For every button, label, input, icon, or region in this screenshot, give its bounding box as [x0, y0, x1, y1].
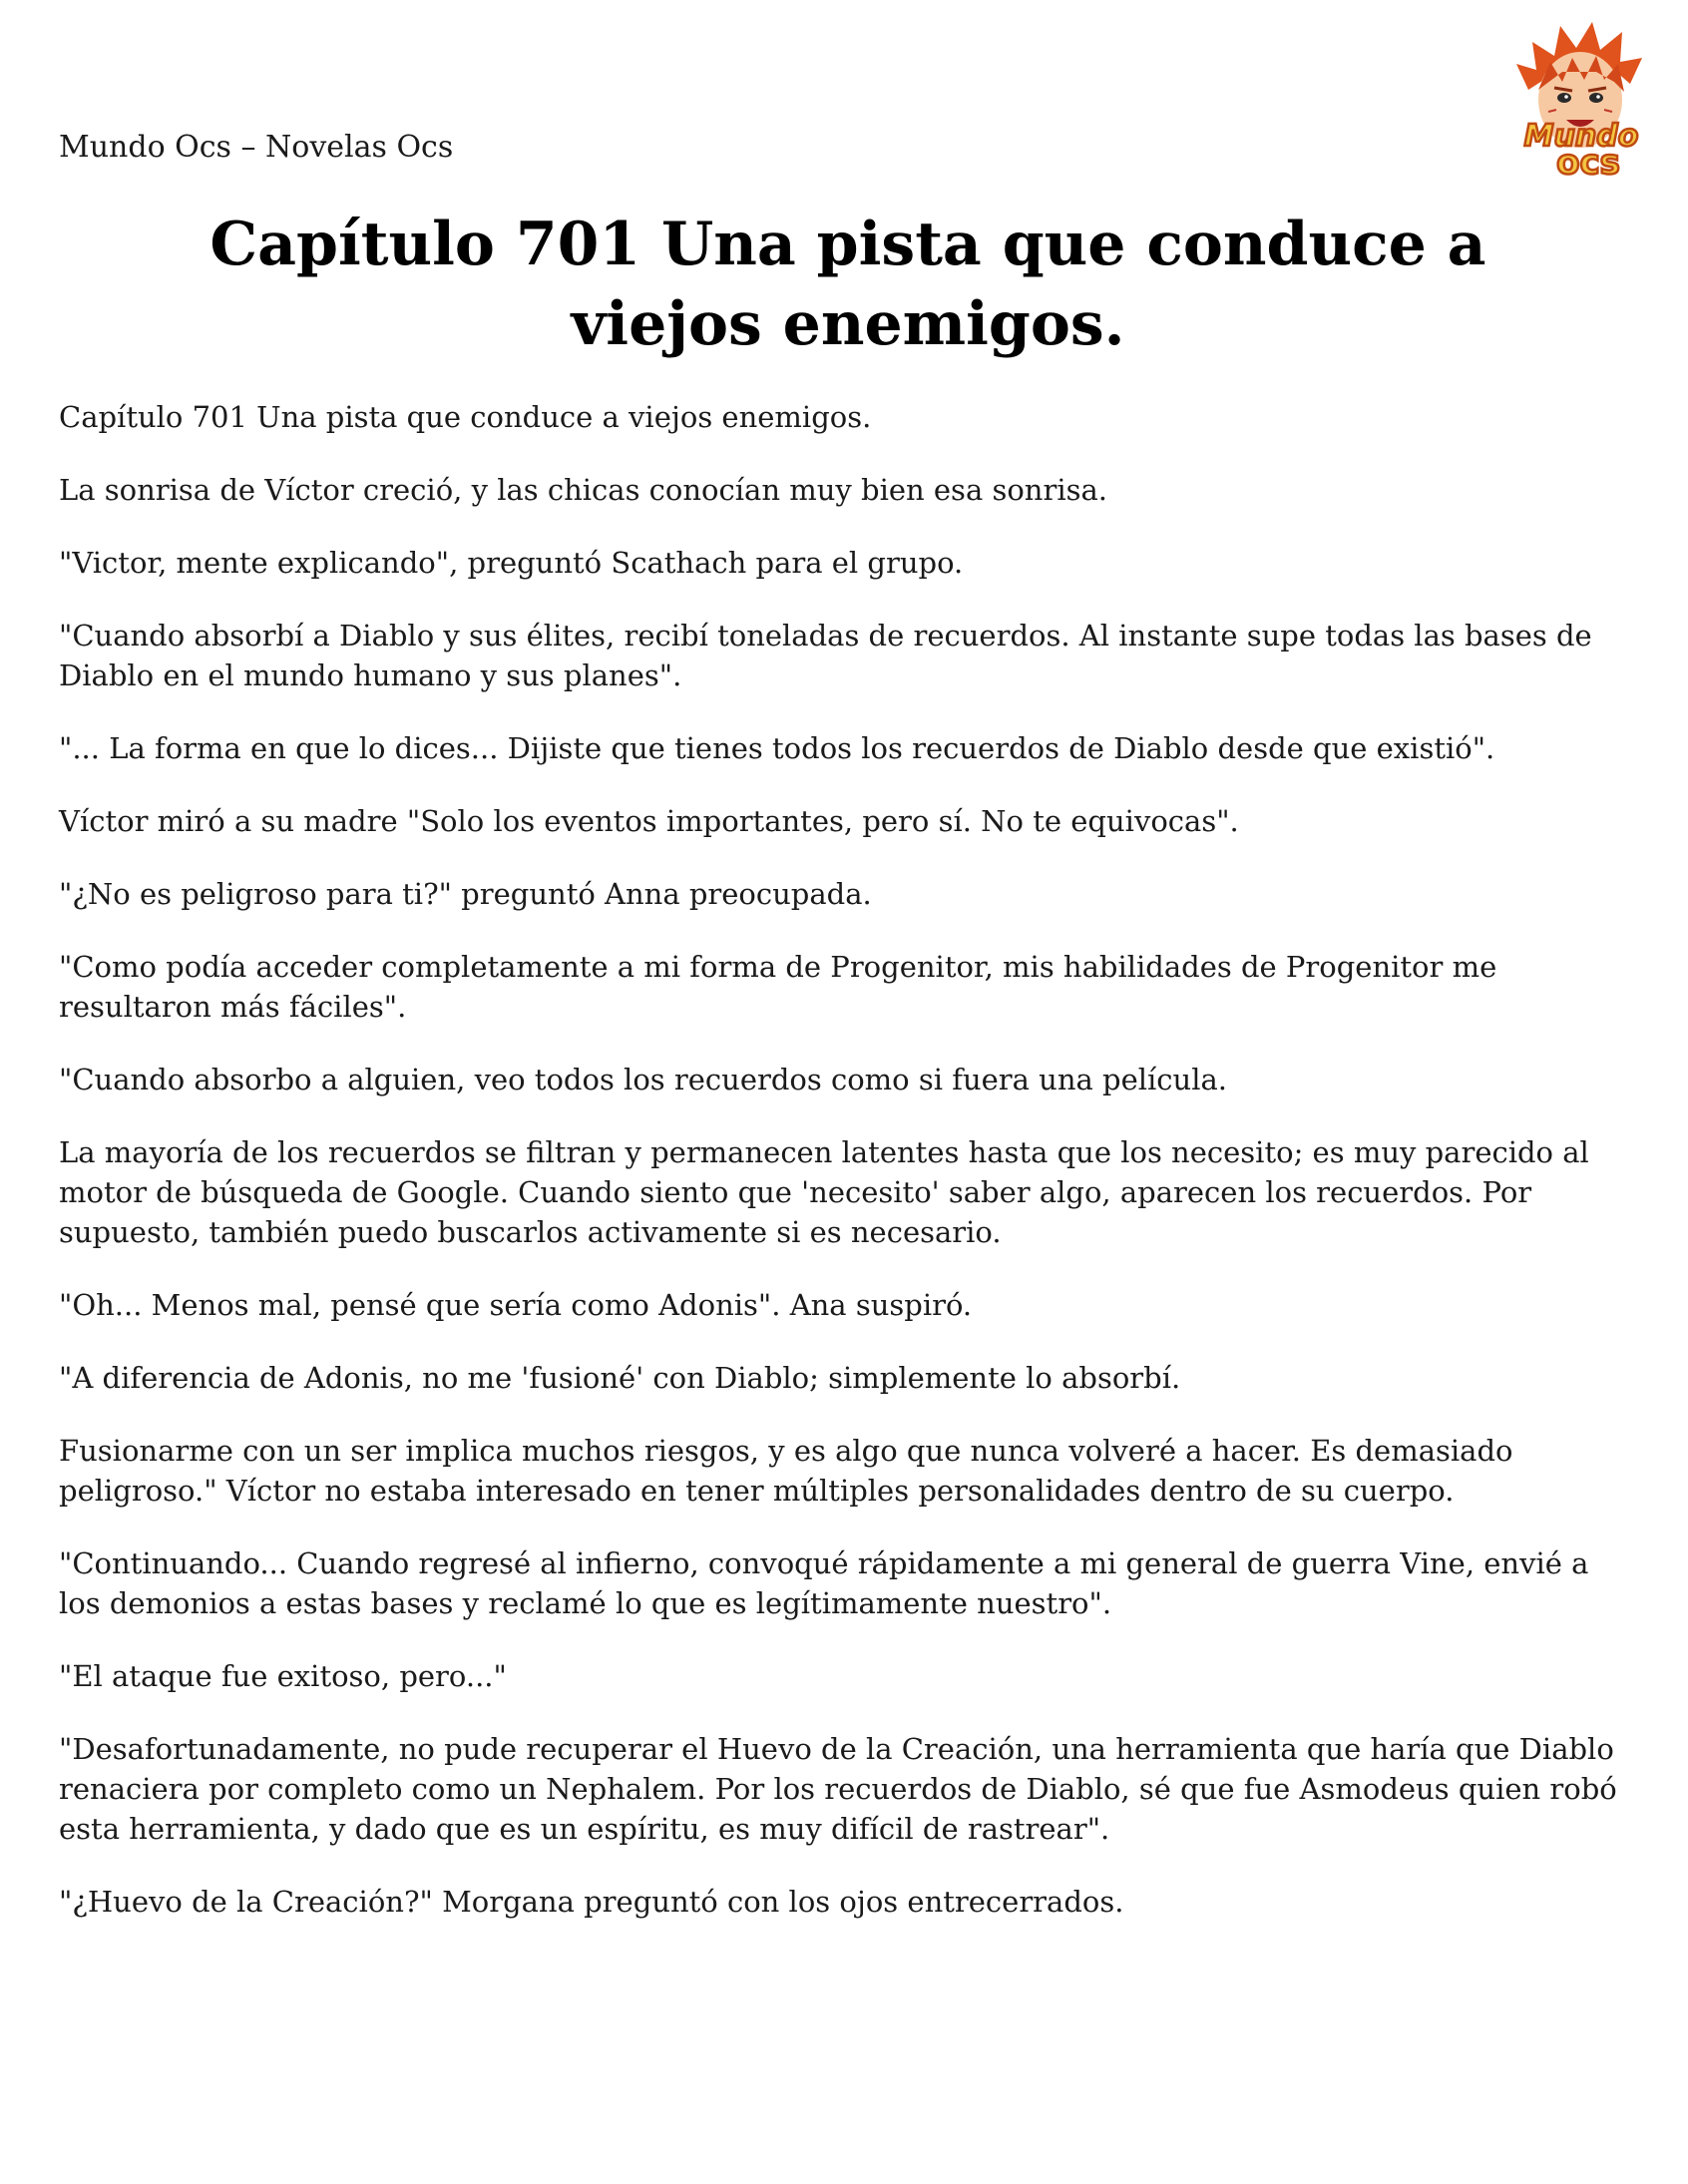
paragraph: Víctor miró a su madre "Solo los eventos importantes, pero sí. No te equivocas". — [59, 804, 1239, 838]
paragraph: "¿No es peligroso para ti?" preguntó Anna preocupada. — [59, 877, 872, 911]
paragraph: La sonrisa de Víctor creció, y las chicas conocían muy bien esa sonrisa. — [59, 473, 1107, 507]
site-header-label: Mundo Ocs – Novelas Ocs — [59, 130, 454, 165]
paragraph: La mayoría de los recuerdos se filtran y permanecen latentes hasta que los necesito; es muy parecido al motor de búsqueda de Google. Cuando siento que 'necesito' saber algo, aparecen los recuerdos. Por supuesto, también puedo buscarlos activamente si es necesario. — [59, 1135, 1589, 1249]
chapter-body — [59, 397, 1635, 1955]
svg-text:Mundo: Mundo — [1523, 119, 1639, 154]
paragraph: "Desafortunadamente, no pude recuperar el Huevo de la Creación, una herramienta que haría que Diablo renaciera por completo como un Nephalem. Por los recuerdos de Diablo, sé que fue Asmodeus quien robó esta herramienta, y dado que es un espíritu, es muy difícil de rastrear". — [59, 1732, 1617, 1846]
paragraph: Fusionarme con un ser implica muchos riesgos, y es algo que nunca volveré a hacer. Es demasiado peligroso." Víctor no estaba interesado en tener múltiples personalidades dentro de su cuerpo. — [59, 1434, 1513, 1508]
paragraph: Capítulo 701 Una pista que conduce a viejos enemigos. — [59, 400, 872, 434]
chapter-title: Capítulo 701 Una pista que conduce a viejos enemigos. — [210, 210, 1486, 359]
svg-text:ocs: ocs — [1556, 143, 1620, 180]
paragraph: "Cuando absorbí a Diablo y sus élites, recibí toneladas de recuerdos. Al instante supe todas las bases de Diablo en el mundo humano y sus planes". — [59, 619, 1592, 692]
paragraph: "El ataque fue exitoso, pero..." — [59, 1659, 507, 1693]
paragraph: "Oh... Menos mal, pensé que sería como Adonis". Ana suspiró. — [59, 1288, 973, 1322]
paragraph: "Continuando... Cuando regresé al infierno, convoqué rápidamente a mi general de guerra Vine, envié a los demonios a estas bases y reclamé lo que es legítimamente nuestro". — [59, 1546, 1589, 1620]
paragraph: "¿Huevo de la Creación?" Morgana preguntó con los ojos entrecerrados. — [59, 1885, 1124, 1919]
paragraph: "... La forma en que lo dices... Dijiste que tienes todos los recuerdos de Diablo desde que existió". — [59, 731, 1495, 765]
paragraph: "Cuando absorbo a alguien, veo todos los recuerdos como si fuera una película. — [59, 1063, 1228, 1096]
paragraph: "A diferencia de Adonis, no me 'fusioné' con Diablo; simplemente lo absorbí. — [59, 1361, 1181, 1395]
paragraph: "Victor, mente explicando", preguntó Scathach para el grupo. — [59, 546, 964, 580]
paragraph: "Como podía acceder completamente a mi forma de Progenitor, mis habilidades de Progenitor me resultaron más fáciles". — [59, 950, 1497, 1024]
mundo-ocs-logo — [1496, 12, 1666, 180]
